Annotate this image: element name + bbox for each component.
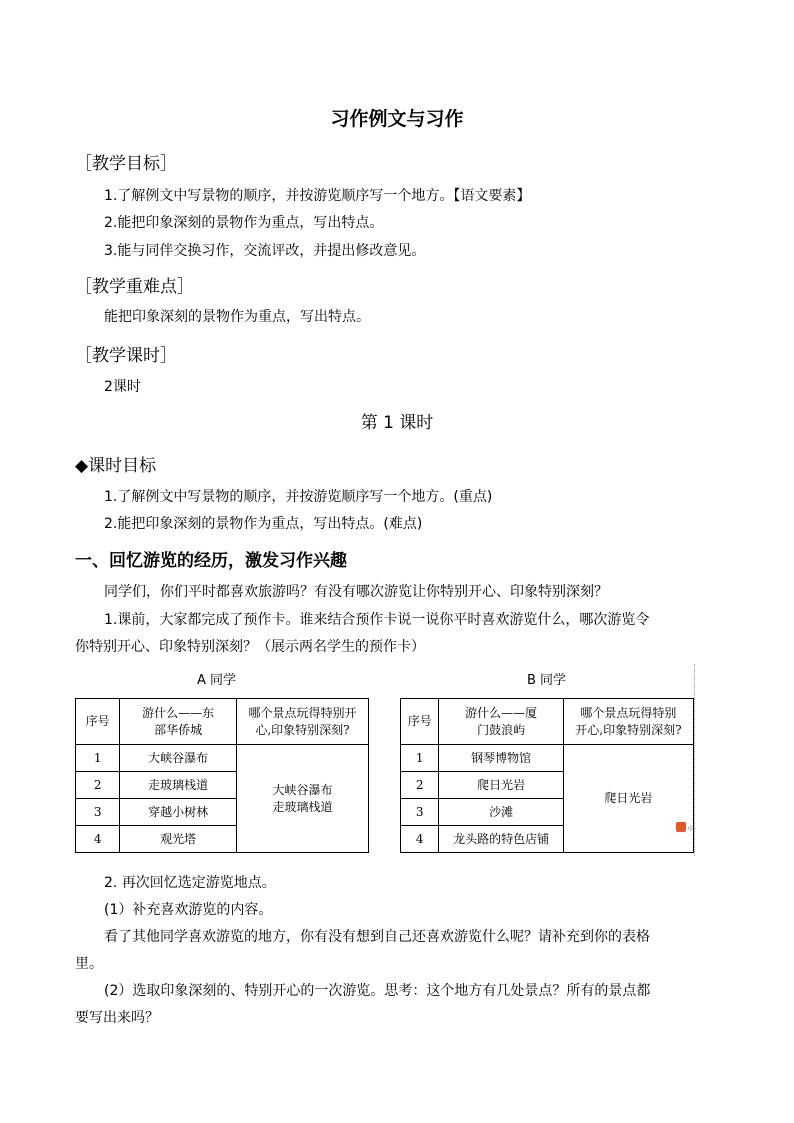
table-header-cell: 序号: [76, 699, 120, 745]
table-a: [75, 698, 369, 853]
row-item: 观光塔: [120, 826, 237, 853]
paragraph: 里。: [75, 956, 103, 972]
table-header-cell: 哪个景点玩得特别 开心,印象特别深刻?: [563, 699, 693, 745]
paragraph: 1.课前，大家都完成了预作卡。谁来结合预作卡说一说你平时喜欢游览什么，哪次游览令: [104, 612, 650, 628]
table-row: [401, 745, 694, 772]
answer-cell: 爬日光岩: [563, 745, 693, 853]
row-item: 走玻璃栈道: [120, 772, 237, 799]
row-number: 4: [401, 826, 439, 853]
row-item: 穿越小树林: [120, 799, 237, 826]
paragraph: 要写出来吗？: [75, 1010, 159, 1026]
paragraph: 你特别开心、印象特别深刻？（展示两名学生的预作卡）: [75, 639, 425, 655]
input-method-icon: [676, 822, 686, 832]
row-item: 爬日光岩: [439, 772, 563, 799]
row-number: 2: [76, 772, 120, 799]
goal-item: 1.了解例文中写景物的顺序，并按游览顺序写一个地方。【语文要素】: [104, 188, 531, 204]
hours-text: 2课时: [104, 379, 141, 395]
step-text: 2. 再次回忆选定游览地点。: [104, 875, 276, 891]
key-points-heading: ［教学重难点］: [75, 277, 194, 297]
goals-heading: ［教学目标］: [75, 154, 177, 174]
row-number: 3: [76, 799, 120, 826]
table-header-cell: 游什么——厦 门鼓浪屿: [439, 699, 563, 745]
key-points-text: 能把印象深刻的景物作为重点，写出特点。: [104, 309, 370, 325]
hours-heading: ［教学课时］: [75, 346, 177, 366]
goal-item: 2.能把印象深刻的景物作为重点，写出特点。: [104, 215, 384, 231]
lesson-title: 第 1 课时: [360, 413, 434, 433]
sub-step-text: (1）补充喜欢游览的内容。: [104, 902, 273, 918]
part1-heading: 一、回忆游览的经历，激发习作兴趣: [75, 551, 347, 571]
table-row: [76, 745, 369, 772]
row-item: 龙头路的特色店铺: [439, 826, 563, 853]
row-item: 钢琴博物馆: [439, 745, 563, 772]
row-number: 1: [401, 745, 439, 772]
lesson-goal-heading: ◆课时目标: [75, 456, 157, 476]
table-a-caption: A 同学: [197, 673, 237, 688]
row-number: 2: [401, 772, 439, 799]
row-item: 沙滩: [439, 799, 563, 826]
paragraph: 同学们，你们平时都喜欢旅游吗？有没有哪次游览让你特别开心、印象特别深刻？: [104, 584, 608, 600]
table-b: [400, 698, 694, 853]
row-number: 4: [76, 826, 120, 853]
row-number: 3: [401, 799, 439, 826]
row-number: 1: [76, 745, 120, 772]
row-item: 大峡谷瀑布: [120, 745, 237, 772]
sub-step-text: (2）选取印象深刻的、特别开心的一次游览。思考：这个地方有几处景点？所有的景点都: [104, 983, 651, 999]
table-header-cell: 哪个景点玩得特别开 心,印象特别深刻?: [236, 699, 368, 745]
goal-item: 3.能与同伴交换习作，交流评改，并提出修改意见。: [104, 243, 426, 259]
lesson-goal-item: 2.能把印象深刻的景物作为重点，写出特点。(难点): [104, 516, 423, 532]
table-b-caption: B 同学: [527, 673, 567, 688]
table-header-cell: 游什么——东 部华侨城: [120, 699, 237, 745]
input-method-label: 中·: [688, 826, 696, 833]
paragraph: 看了其他同学喜欢游览的地方，你有没有想到自己还喜欢游览什么呢？请补充到你的表格: [104, 929, 650, 945]
document-title: 习作例文与习作: [330, 108, 464, 130]
table-header-cell: 序号: [401, 699, 439, 745]
lesson-goal-item: 1.了解例文中写景物的顺序，并按游览顺序写一个地方。(重点): [104, 489, 493, 505]
answer-cell: 大峡谷瀑布 走玻璃栈道: [236, 745, 368, 853]
